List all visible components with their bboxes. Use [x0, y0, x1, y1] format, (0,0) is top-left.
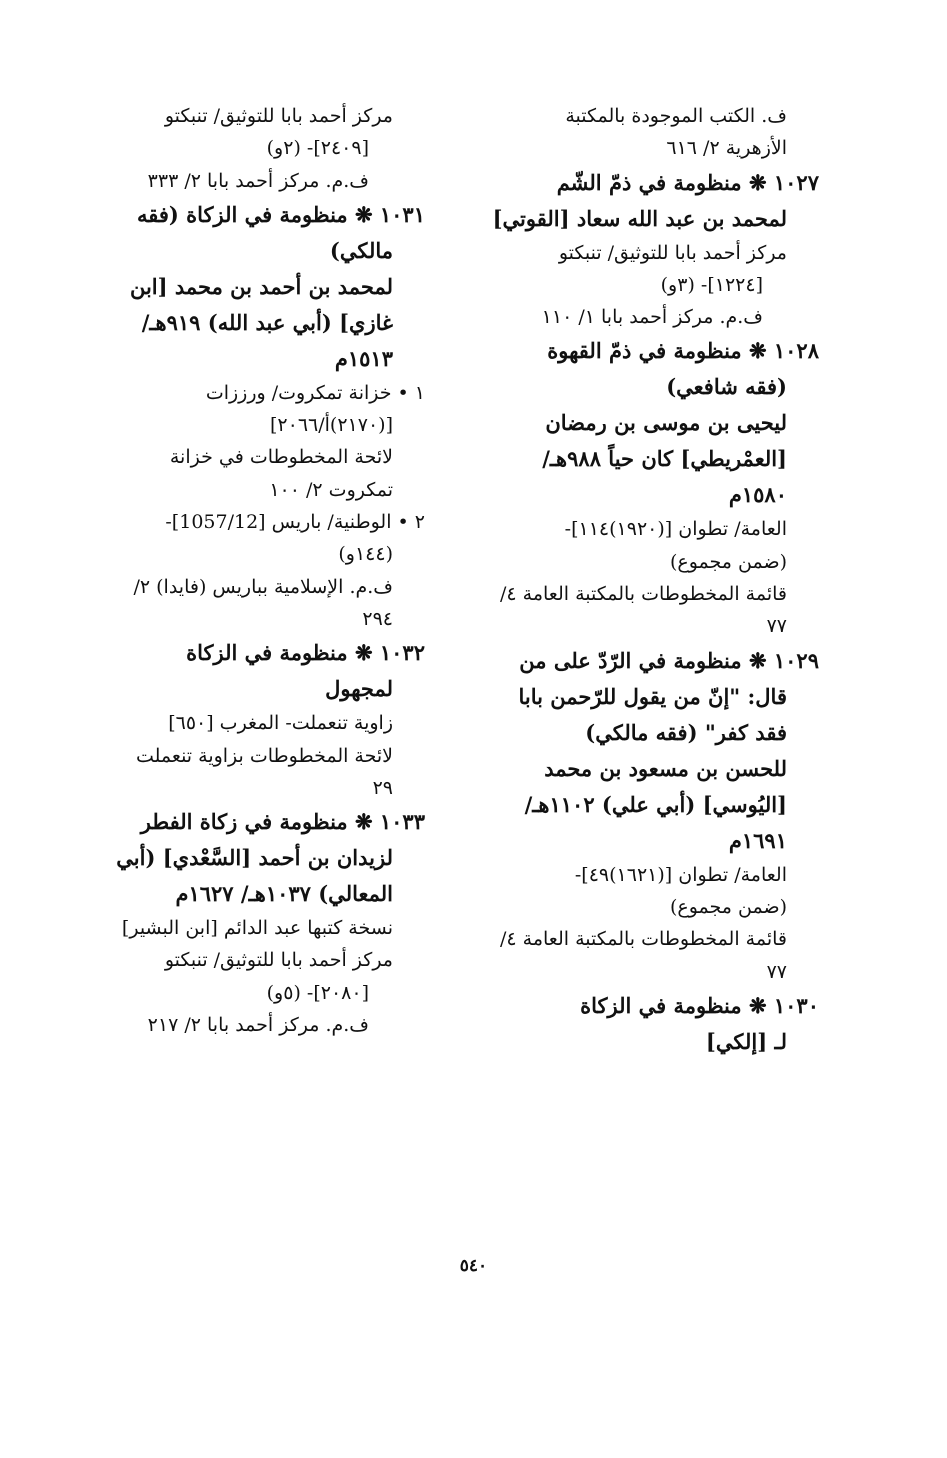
entry-heading-line: لـ [إلكي]: [705, 1028, 787, 1054]
entry-text-line: (١٤٤و): [338, 543, 393, 566]
entry-heading-line: ١٠٣١ ❋ منظومة في الزكاة (فقه: [136, 201, 425, 227]
entry-text-line: [(٢١٧٠)أ/٢٠٦٦]: [270, 414, 393, 437]
entry-heading-line: [اليُوسي] (أبي علي) ١١٠٢هـ/: [524, 791, 787, 817]
entry-heading-line: ١٥١٣م: [334, 345, 393, 371]
entry-heading-line: غازي] (أبي عبد الله) ٩١٩هـ/: [141, 309, 393, 335]
entry-heading-line: فقد كفر" (فقه مالكي): [585, 719, 787, 745]
entry-text-line: قائمة المخطوطات بالمكتبة العامة ٤/: [499, 928, 787, 951]
entry-text-line: لائحة المخطوطات بزاوية تنعملت: [135, 744, 393, 767]
entry-heading-line: ليحيى بن موسى بن رمضان: [545, 410, 787, 436]
right-column: [481, 100, 819, 1060]
entry-text-line: ٧٧: [766, 960, 787, 983]
entry-text-line: لائحة المخطوطات في خزانة: [169, 446, 393, 469]
entry-text-line: ٢ • الوطنية/ باريس [1057/12]-: [165, 511, 425, 534]
entry-heading-line: ١٠٣٣ ❋ منظومة في زكاة الفطر: [140, 809, 425, 835]
entry-text-line: ف.م. الإسلامية بباريس (فايدا) ٢/: [133, 575, 393, 598]
entry-text-line: ٢٩: [372, 776, 393, 799]
entry-text-line: نسخة كتبها عبد الدائم [ابن البشير]: [121, 917, 393, 940]
entry-heading-line: لزيدان بن أحمد [السَّعْدي] (أبي: [116, 845, 393, 871]
entry-heading-line: لمحمد بن عبد الله سعاد [القوتي]: [492, 205, 787, 231]
entry-text-line: العامة/ تطوان [(١٩٢٠)١١٤]-: [564, 518, 787, 541]
entry-heading-line: المعالي) ١٠٣٧هـ/ ١٦٢٧م: [175, 881, 393, 907]
entry-text-line: ٢٩٤: [362, 607, 393, 630]
entry-text-line: ٧٧: [766, 615, 787, 638]
entry-heading-line: ١٠٢٧ ❋ منظومة في ذمّ الشّم: [556, 169, 819, 195]
entry-text-line: (ضمن مجموع): [669, 895, 787, 918]
entry-heading-line: ١٦٩١م: [728, 827, 787, 853]
entry-text-line: مركز أحمد بابا للتوثيق/ تنبكتو: [164, 105, 393, 127]
left-column: [95, 100, 425, 1041]
entry-text-line: العامة/ تطوان [(١٦٢١)٤٩]-: [574, 863, 787, 886]
entry-heading-line: [العمْريطي] كان حياً ٩٨٨هـ/: [542, 446, 787, 472]
entry-text-line: ف.م. مركز أحمد بابا ١/ ١١٠: [541, 306, 763, 329]
entry-text-line: مركز أحمد بابا للتوثيق/ تنبكتو: [164, 949, 393, 972]
entry-text-line: [١٢٢٤]- (٣و): [660, 273, 763, 296]
entry-heading-line: ١٠٢٨ ❋ منظومة في ذمّ القهوة: [547, 338, 819, 364]
entry-heading-line: لمحمد بن أحمد بن محمد [ابن: [129, 273, 393, 299]
entry-text-line: مركز أحمد بابا للتوثيق/ تنبكتو: [558, 241, 787, 264]
entry-text-line: قائمة المخطوطات بالمكتبة العامة ٤/: [499, 583, 787, 606]
entry-heading-line: (فقه شافعي): [666, 374, 787, 400]
entry-text-line: ١ • خزانة تمكروت/ ورززات: [205, 381, 425, 404]
entry-heading-line: مالكي): [329, 237, 393, 263]
entry-text-line: [٢٤٠٩]- (٢و): [266, 137, 369, 160]
entry-text-line: زاوية تنعملت- المغرب [٦٥٠]: [168, 712, 393, 735]
entry-text-line: [٢٠٨٠]- (٥و): [266, 981, 369, 1004]
entry-heading-line: للحسن بن مسعود بن محمد: [544, 755, 787, 781]
entry-text-line: ف. الكتب الموجودة بالمكتبة: [565, 105, 787, 127]
entry-text-line: ف.م. مركز أحمد بابا ٢/ ٣٣٣: [147, 169, 369, 192]
entry-text-line: تمكروت ٢/ ١٠٠: [269, 478, 393, 501]
entry-text-line: الأزهرية ٢/ ٦١٦: [666, 137, 787, 160]
entry-heading-line: ١٠٣٢ ❋ منظومة في الزكاة: [186, 640, 425, 666]
page-number: ٥٤٠: [459, 1256, 488, 1276]
entry-heading-line: قال: "إنّ من يقول للرّحمن بابا: [518, 683, 787, 709]
entry-heading-line: لمجهول: [325, 676, 393, 702]
entry-text-line: ف.م. مركز أحمد بابا ٢/ ٢١٧: [147, 1014, 369, 1037]
entry-text-line: (ضمن مجموع): [669, 550, 787, 573]
entry-heading-line: ١٠٣٠ ❋ منظومة في الزكاة: [580, 992, 819, 1018]
entry-heading-line: ١٥٨٠م: [728, 482, 787, 508]
entry-heading-line: ١٠٢٩ ❋ منظومة في الرّدّ على من: [519, 647, 819, 673]
